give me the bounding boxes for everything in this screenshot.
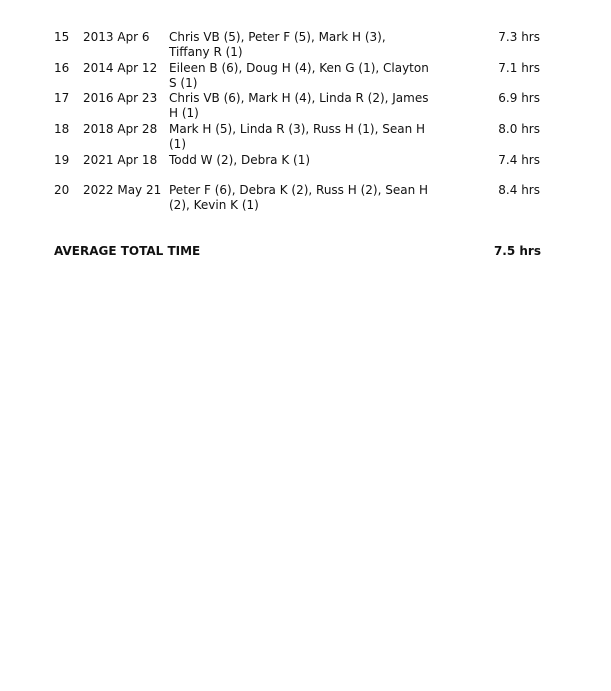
row-number: 17	[54, 91, 70, 105]
row-participants: Eileen B (6), Doug H (4), Ken G (1), Clayton S (1)	[169, 61, 429, 90]
row-date: 2022 May 21	[83, 183, 162, 197]
row-participants: Chris VB (6), Mark H (4), Linda R (2), James H (1)	[169, 91, 429, 120]
row-number: 20	[54, 183, 70, 197]
row-participants: Chris VB (5), Peter F (5), Mark H (3), Tiffany R (1)	[169, 30, 386, 59]
row-participants: Mark H (5), Linda R (3), Russ H (1), Sean H (1)	[169, 122, 426, 151]
average-label: AVERAGE TOTAL TIME	[54, 244, 201, 258]
row-date: 2021 Apr 18	[83, 153, 158, 167]
row-time: 7.1 hrs	[498, 61, 540, 75]
row-number: 16	[54, 61, 70, 75]
row-number: 15	[54, 30, 70, 44]
row-number: 18	[54, 122, 70, 136]
row-participants: Todd W (2), Debra K (1)	[169, 153, 311, 167]
row-date: 2016 Apr 23	[83, 91, 158, 105]
average-value: 7.5 hrs	[493, 244, 541, 258]
row-number: 19	[54, 153, 70, 167]
row-time: 6.9 hrs	[498, 91, 540, 105]
row-date: 2018 Apr 28	[83, 122, 158, 136]
row-time: 7.3 hrs	[498, 30, 540, 44]
row-participants: Peter F (6), Debra K (2), Russ H (2), Sean H (2), Kevin K (1)	[169, 183, 429, 212]
row-time: 7.4 hrs	[498, 153, 540, 167]
row-time: 8.0 hrs	[498, 122, 540, 136]
row-date: 2013 Apr 6	[83, 30, 150, 44]
row-date: 2014 Apr 12	[83, 61, 158, 75]
row-time: 8.4 hrs	[498, 183, 540, 197]
